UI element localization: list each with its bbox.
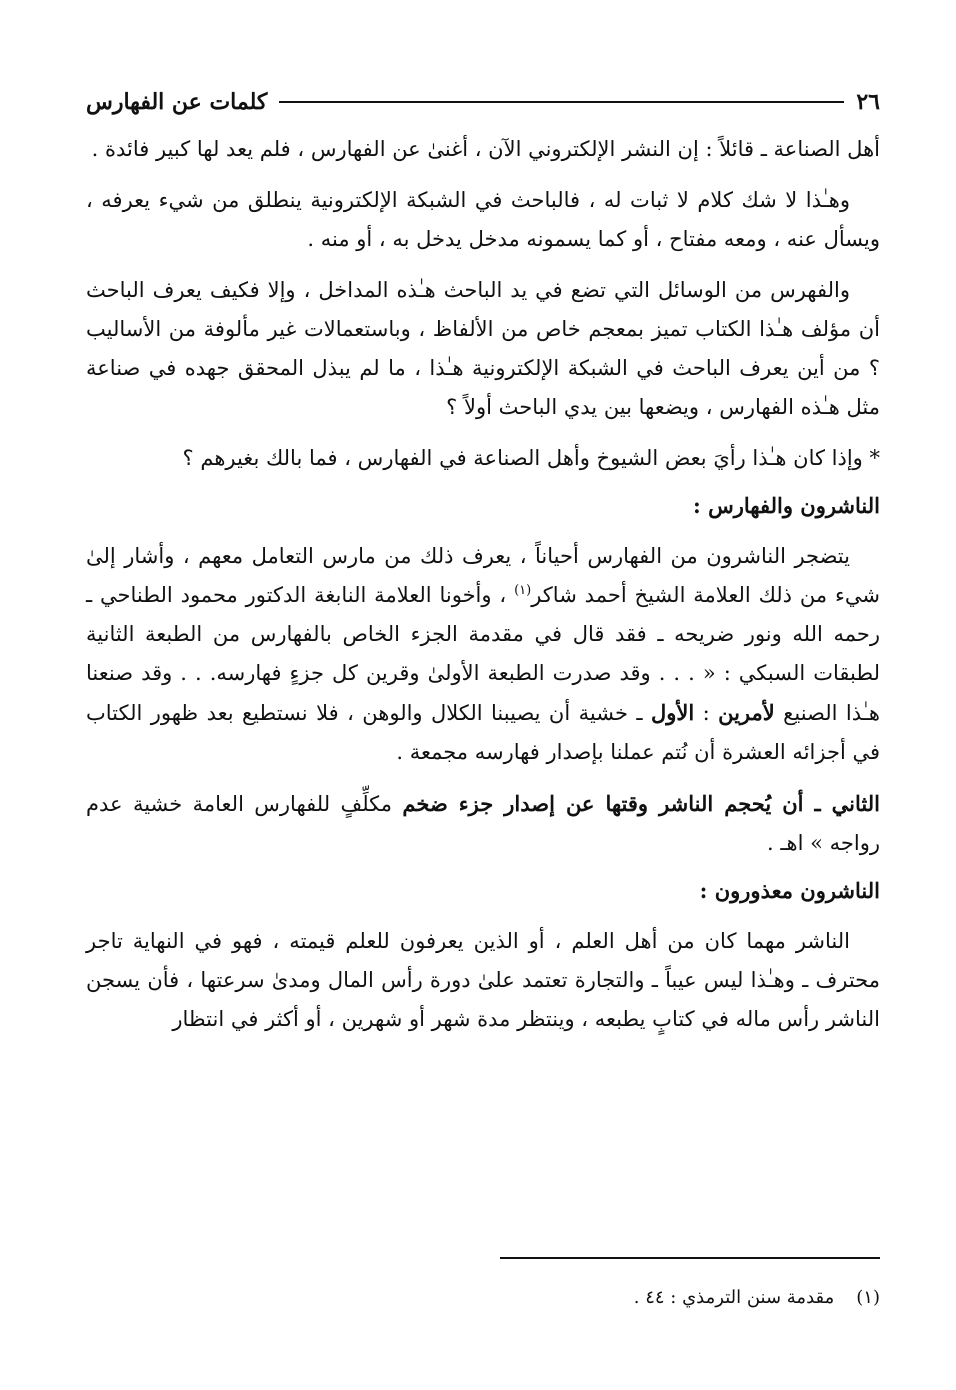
running-header xyxy=(86,80,880,124)
paragraph-3: والفهرس من الوسائل التي تضع في يد الباحث هـٰذه المداخل ، وإلا فكيف يعرف الباحث أن مؤلف هـٰذا الكتاب تميز بمعجم خاص من الألفاظ ، وباستعمالات غير مألوفة من الأساليب ؟ من أين يعرف الباحث في الشبكة الإلكترونية هـٰذا ، ما لم يبذل المحقق جهده في صناعة مثل هـٰذه الفهارس ، ويضعها بين يدي الباحث أولاً ؟ xyxy=(86,278,880,419)
p6-text: مكلِّفٍ للفهارس العامة خشية عدم رواجه » اهـ . xyxy=(86,792,880,855)
paragraph-4: * وإذا كان هـٰذا رأيَ بعض الشيوخ وأهل الصناعة في الفهارس ، فما بالك بغيرهم ؟ xyxy=(182,446,880,470)
page-number: ٢٦ xyxy=(856,89,880,115)
section-heading-excused: الناشرون معذورون : xyxy=(699,878,880,903)
p5-text-d: ـ خشية أن يصيبنا الكلال والوهن ، فلا نستطيع بعد ظهور الكتاب في أجزائه العشرة أن نُتم عملنا بإصدار فهارسه مجمعة . xyxy=(86,701,880,764)
paragraph-1: أهل الصناعة ـ قائلاً : إن النشر الإلكتروني الآن ، أغنىٰ عن الفهارس ، فلم يعد لها كبير فائدة . xyxy=(91,137,880,161)
p5-bold-2: الأول xyxy=(650,700,695,725)
footnote-number: (١) xyxy=(856,1287,880,1308)
p5-bold-1: لأمرين xyxy=(718,700,775,725)
page-body xyxy=(86,80,880,1039)
paragraph-5 xyxy=(86,537,880,772)
section-heading-publishers: الناشرون والفهارس : xyxy=(693,493,880,518)
header-rule xyxy=(279,101,844,103)
footnote-rule xyxy=(500,1257,880,1259)
p5-text-b: ، وأخونا العلامة النابغة الدكتور محمود الطناحي ـ رحمه الله ونور ضريحه ـ فقد قال في مقدمة الجزء الخاص بالفهارس من الطبعة الثانية لطبقات السبكي : « . . . وقد صدرت الطبعة الأولىٰ وقرين كل جزءٍ فهارسه. . . وقد صنعنا هـٰذا الصنيع xyxy=(86,583,880,725)
footnote-ref: (١) xyxy=(514,583,532,598)
footnote xyxy=(634,1287,880,1308)
p5-text-c: : xyxy=(694,701,719,725)
running-title: كلمات عن الفهارس xyxy=(86,89,268,115)
p5-text-a: يتضجر الناشرون من الفهارس أحياناً ، يعرف ذلك من مارس التعامل معهم ، وأشار إلىٰ شيء من ذلك العلامة الشيخ أحمد شاكر xyxy=(86,544,881,607)
paragraph-2: وهـٰذا لا شك كلام لا ثبات له ، فالباحث في الشبكة الإلكترونية ينطلق من شيء يعرفه ، ويسأل عنه ، ومعه مفتاح ، أو كما يسمونه مدخل يدخل به ، أو منه . xyxy=(86,188,880,251)
paragraph-6 xyxy=(86,784,880,863)
p6-bold: الثاني ـ أن يُحجم الناشر وقتها عن إصدار جزء ضخم xyxy=(402,791,880,816)
paragraph-7: الناشر مهما كان من أهل العلم ، أو الذين يعرفون للعلم قيمته ، فهو في النهاية تاجر محترف ـ وهـٰذا ليس عيباً ـ والتجارة تعتمد علىٰ دورة رأس المال ومدىٰ سرعتها ، فأن يسجن الناشر رأس ماله في كتابٍ يطبعه ، وينتظر مدة شهر أو شهرين ، أو أكثر في انتظار xyxy=(86,929,880,1031)
footnote-text: مقدمة سنن الترمذي : ٤٤ . xyxy=(633,1287,835,1308)
